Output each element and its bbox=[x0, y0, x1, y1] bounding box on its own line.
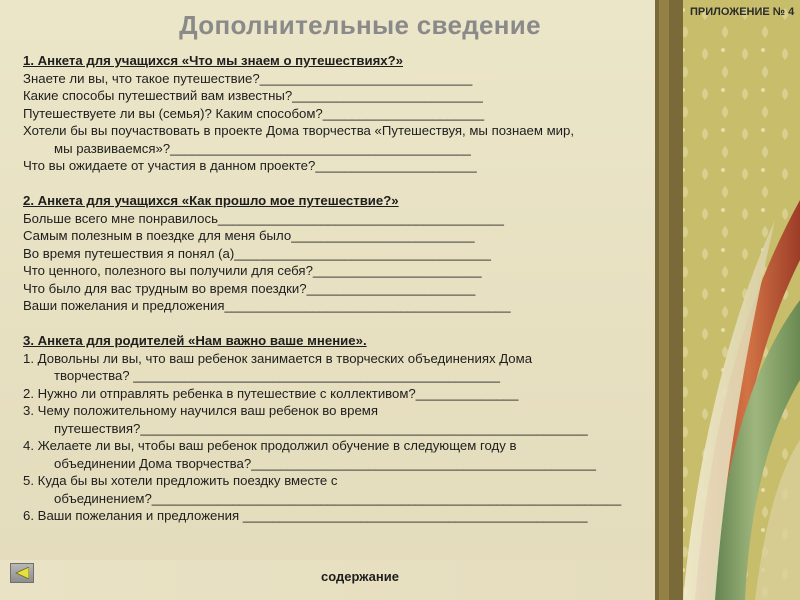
survey2-question: Самым полезным в поездке для меня было_________________________ bbox=[23, 228, 475, 243]
appendix-label: ПРИЛОЖЕНИЕ № 4 bbox=[690, 6, 795, 18]
survey1-question: Знаете ли вы, что такое путешествие?_____________________________ bbox=[23, 70, 473, 86]
survey3-question: 2. Нужно ли отправлять ребенка в путешествие с коллективом?______________ bbox=[23, 385, 519, 401]
contents-link[interactable]: содержание bbox=[321, 569, 399, 584]
survey2-question: Во время путешествия я понял (а)___________________________________ bbox=[23, 245, 491, 261]
survey3-question: 6. Ваши пожелания и предложения _______________________________________________ bbox=[23, 508, 588, 523]
survey3-question-cont: творчества? __________________________________________________ bbox=[54, 368, 501, 383]
survey2-question: Что ценного, полезного вы получили для себя?_______________________ bbox=[23, 263, 482, 278]
survey1-heading: 1. Анкета для учащихся «Что мы знаем о путешествиях?» bbox=[23, 53, 404, 68]
slide-title: Дополнительные сведение bbox=[179, 10, 541, 40]
survey3-question-cont: объединении Дома творчества?_______________________________________________ bbox=[54, 455, 596, 471]
survey3-question-cont: объединением?________________________________________________________________ bbox=[54, 490, 622, 506]
survey3-question: 4. Желаете ли вы, чтобы ваш ребенок продолжил обучение в следующем году в bbox=[23, 438, 517, 453]
survey3-question-cont: путешествия?_____________________________________________________________ bbox=[54, 420, 588, 436]
survey1-question: Путешествуете ли вы (семья)? Каким способом?______________________ bbox=[23, 105, 485, 121]
section-gap bbox=[23, 315, 678, 333]
survey3-question: 3. Чему положительному научился ваш ребенок во время bbox=[23, 403, 378, 418]
section-gap bbox=[23, 175, 678, 193]
survey1-question: Какие способы путешествий вам известны?__________________________ bbox=[23, 88, 483, 103]
survey2-question: Больше всего мне понравилось_______________________________________ bbox=[23, 210, 504, 226]
survey1-question: Что вы ожидаете от участия в данном проекте?______________________ bbox=[23, 158, 477, 173]
survey3-heading: 3. Анкета для родителей «Нам важно ваше мнение». bbox=[23, 333, 367, 348]
survey2-question: Ваши пожелания и предложения_______________________________________ bbox=[23, 298, 511, 313]
survey1-question: Хотели бы вы поучаствовать в проекте Дома творчества «Путешествуя, мы познаем мир, bbox=[23, 123, 575, 138]
survey3-question: 5. Куда бы вы хотели предложить поездку вместе с bbox=[23, 473, 338, 488]
survey2-question: Что было для вас трудным во время поездки?_______________________ bbox=[23, 280, 476, 296]
survey2-heading: 2. Анкета для учащихся «Как прошло мое путешествие?» bbox=[23, 193, 399, 208]
survey3-question: 1. Довольны ли вы, что ваш ребенок занимается в творческих объединениях Дома bbox=[23, 350, 533, 366]
survey1-question-cont: мы развиваемся»?_________________________________________ bbox=[54, 140, 471, 156]
questionnaire-content bbox=[23, 52, 678, 525]
